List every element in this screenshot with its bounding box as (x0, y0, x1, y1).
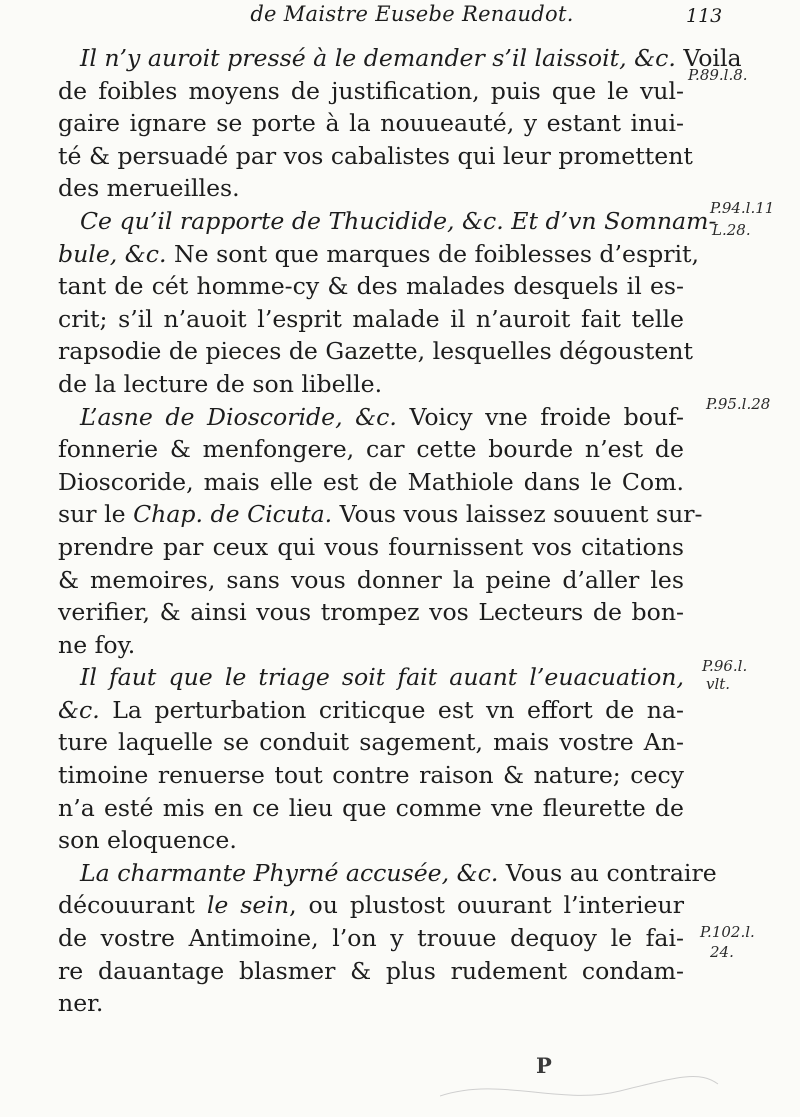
text-line (58, 694, 684, 727)
italic-segment: La charmante Phyrné accusée, &c. (80, 858, 499, 887)
text-segment: ner. (58, 989, 104, 1018)
text-segment: & memoires, sans vous donner la peine d’aller les (58, 565, 684, 594)
text-line (58, 629, 684, 662)
text-segment: Vous au contraire (498, 858, 717, 887)
text-segment: té & persuadé par vos cabalistes qui leur promettent (58, 141, 693, 170)
text-line (58, 661, 684, 694)
text-segment: Dioscoride, mais elle est de Mathiole dans le Com. (58, 467, 684, 496)
italic-segment: bule, &c. (58, 239, 167, 268)
faint-rule (440, 1066, 720, 1106)
text-line (58, 433, 684, 466)
text-segment: son eloquence. (58, 826, 237, 855)
margin-note: P.89.l.8. (688, 66, 748, 84)
running-head: de Maistre Eusebe Renaudot. (250, 2, 574, 26)
text-segment: Vous vous laissez souuent sur- (332, 500, 703, 529)
page-number: 113 (686, 5, 723, 27)
text-segment: n’a esté mis en ce lieu que comme vne fleurette de (58, 793, 684, 822)
text-segment: sur le (58, 500, 134, 529)
margin-note: P.102.l. (700, 923, 755, 941)
text-line (58, 824, 684, 857)
text-segment: prendre par ceux qui vous fournissent vos citations (58, 532, 684, 561)
text-line (58, 205, 717, 238)
margin-note: 24. (710, 943, 734, 961)
text-line (58, 42, 742, 75)
text-line (58, 107, 684, 140)
text-segment: La perturbation criticque est vn effort de na- (99, 695, 684, 724)
text-line (58, 955, 684, 988)
text-segment: timoine renuerse tout contre raison & nature; cecy (58, 761, 684, 790)
text-segment: fonnerie & menfongere, car cette bourde n’est de (58, 435, 684, 464)
italic-segment: Il faut que le triage soit fait auant l’euacuation, (80, 663, 684, 692)
text-segment: des merueilles. (58, 174, 240, 203)
text-line (58, 531, 684, 564)
margin-note: P.95.l.28 (706, 395, 771, 413)
text-segment: re dauantage blasmer & plus rudement condam- (58, 956, 684, 985)
text-segment: gaire ignare se porte à la nouueauté, y estant inui- (58, 109, 684, 138)
text-segment: rapsodie de pieces de Gazette, lesquelles dégoustent (58, 337, 693, 366)
text-line (58, 466, 684, 499)
margin-note: P.96.l. (702, 657, 748, 675)
text-line (58, 498, 703, 531)
italic-segment: &c. (58, 695, 100, 724)
text-line (58, 270, 684, 303)
text-line (58, 238, 700, 271)
text-line (58, 303, 684, 336)
text-line (58, 792, 684, 825)
text-segment: de foibles moyens de justification, puis que le vul- (58, 76, 684, 105)
text-segment: Ne sont que marques de foiblesses d’esprit, (166, 239, 700, 268)
italic-segment: Chap. de Cicuta. (133, 500, 333, 529)
text-segment: verifier, & ainsi vous trompez vos Lecteurs de bon- (58, 598, 684, 627)
margin-note: vlt. (706, 675, 731, 693)
italic-segment: Ce qu’il rapporte de Thucidide, &c. Et d’vn Somnam- (80, 206, 717, 235)
text-segment: , ou plustost ouurant l’interieur (289, 891, 684, 920)
text-line (58, 75, 684, 108)
text-line (58, 564, 684, 597)
text-segment: de vostre Antimoine, l’on y trouue dequoy le fai- (58, 924, 684, 953)
text-line (58, 596, 684, 629)
text-line (58, 922, 684, 955)
text-line (58, 368, 684, 401)
text-segment: ture laquelle se conduit sagement, mais vostre An- (58, 728, 684, 757)
text-line (58, 759, 684, 792)
italic-segment: L’asne de Dioscoride, &c. (80, 402, 397, 431)
italic-segment: le sein (206, 891, 290, 920)
text-segment: découurant (58, 891, 207, 920)
text-line (58, 401, 684, 434)
text-line (58, 172, 684, 205)
text-segment: Voicy vne froide bouf- (396, 402, 684, 431)
text-segment: de la lecture de son libelle. (58, 369, 383, 398)
margin-note: P.94.l.11 (710, 199, 775, 217)
text-segment: ne foy. (58, 630, 136, 659)
text-segment: tant de cét homme-cy & des malades desquels il es- (58, 272, 684, 301)
text-line (58, 987, 684, 1020)
text-segment: crit; s’il n’auoit l’esprit malade il n’auroit fait telle (58, 304, 684, 333)
text-line (58, 335, 693, 368)
signature-mark: P (536, 1053, 552, 1078)
margin-note: L.28. (712, 221, 751, 239)
text-line (58, 140, 693, 173)
italic-segment: Il n’y auroit pressé à le demander s’il laissoit, &c. (80, 44, 676, 72)
text-line (58, 857, 717, 890)
text-line (58, 889, 684, 922)
text-line (58, 726, 684, 759)
text-segment: Voila (675, 44, 742, 72)
